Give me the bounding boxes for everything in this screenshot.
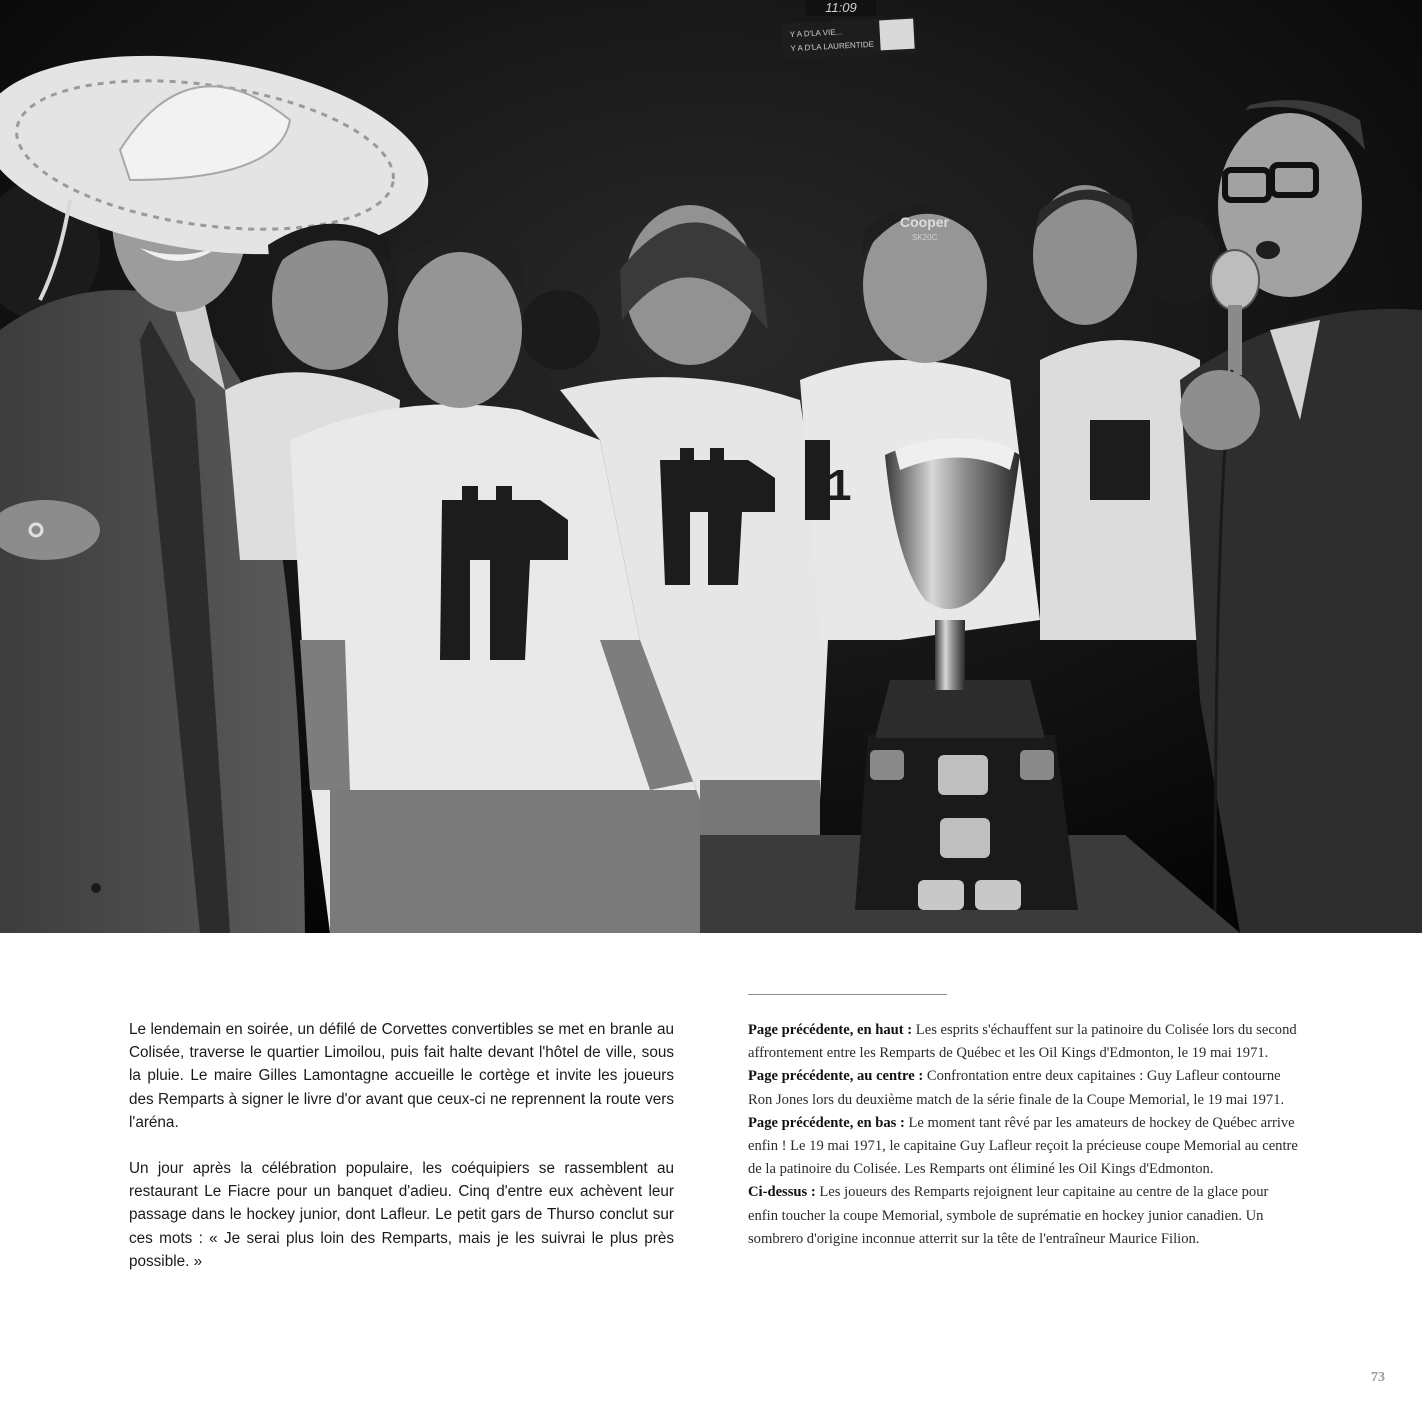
caption-previous-bottom [748,1112,1298,1182]
helmet-brand: Cooper [900,214,949,230]
body-paragraph-2: Un jour après la célébration populaire, les coéquipiers se rassemblent au restaurant Le Fiacre pour un banquet d'adieu. Cinq d'entre eux achèvent leur passage dans le hockey junior, dont Lafleur. Le petit gars de Thurso conclut sur ces mots : « Je serai plus loin des Remparts, mais je les suivrai le plus près possible. » [129,1160,674,1270]
banner-line2: Y A D'LA LAURENTIDE [790,39,875,54]
scoreboard [806,0,876,16]
caption-text: Les joueurs des Remparts rejoignent leur capitaine au centre de la glace pour enfin toucher la coupe Memorial, symbole de suprématie en hockey junior canadien. Un sombrero d'origine inconnue atterrit sur la tête de l'entraîneur Maurice Filion. [748,1184,1269,1247]
page-number: 73 [1371,1370,1385,1385]
arena-banner [781,17,917,60]
caption-label: Page précédente, au centre : [748,1068,924,1085]
helmet-model: SK20C [912,233,938,242]
caption-text: Confrontation entre deux capitaines : Guy Lafleur contourne Ron Jones lors du deuxième match de la série finale de la Coupe Memorial, le 19 mai 1971. [748,1068,1285,1108]
banner-line1: Y A D'LA VIE... [789,27,843,40]
caption-label: Page précédente, en bas : [748,1114,905,1131]
caption-previous-top [748,1019,1298,1065]
caption-label: Page précédente, en haut : [748,1022,913,1038]
caption-label: Ci-dessus : [748,1184,816,1201]
caption-divider [748,994,947,995]
caption-text: Le moment tant rêvé par les amateurs de hockey de Québec arrive enfin ! Le 19 mai 1971, le capitaine Guy Lafleur reçoit la précieuse coupe Memorial au centre de la patinoire du Colisée. Les Remparts ont éliminé les Oil Kings d'Edmonton. [748,1114,1298,1178]
caption-previous-center [748,1065,1298,1111]
caption-above [748,1181,1298,1251]
body-paragraph-1: Le lendemain en soirée, un défilé de Corvettes convertibles se met en branle au Colisée, traverse le quartier Limoilou, puis fait halte devant l'hôtel de ville, sous la pluie. Le maire Gilles Lamontagne accueille le cortège et invite les joueurs des Remparts à signer le livre d'or avant que ceux-ci ne reprennent la route vers l'aréna. [129,1021,674,1131]
jersey-number: 11 [805,461,852,510]
scoreboard-time: 11:09 [825,0,857,15]
body-text [129,1018,674,1296]
caption-text: Les esprits s'échauffent sur la patinoire du Colisée lors du second affrontement entre les Remparts de Québec et les Oil Kings d'Edmonton, le 19 mai 1971. [748,1022,1297,1062]
photo-captions [748,1019,1298,1251]
